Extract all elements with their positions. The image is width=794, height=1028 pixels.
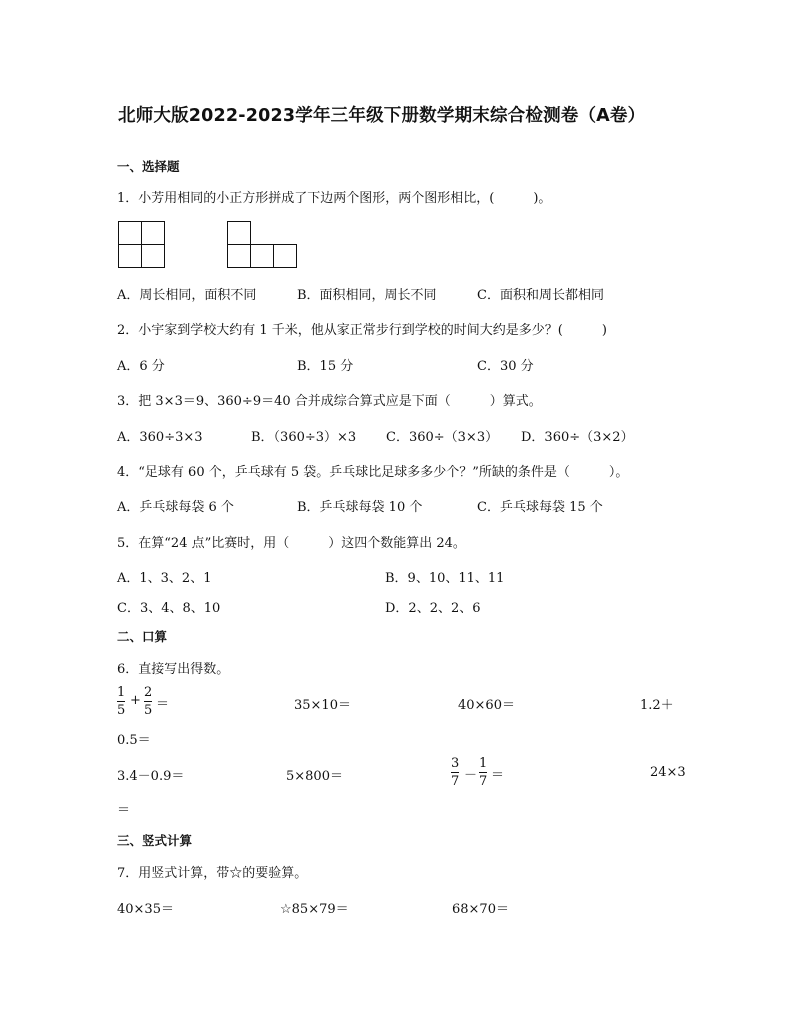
expression-68x70: 68×70＝ xyxy=(452,902,509,917)
question-7-stem: 7．用竖式计算，带☆的要验算。 xyxy=(117,866,308,881)
question-5-option-a[interactable]: A．1、3、2、1 xyxy=(117,571,212,586)
question-3-option-b[interactable]: B．（360÷3）×3 xyxy=(251,430,357,445)
question-6-stem: 6．直接写出得数。 xyxy=(117,662,230,677)
question-2-stem: 2．小宇家到学校大约有 1 千米，他从家正常步行到学校的时间大约是多少？( ) xyxy=(117,323,607,338)
expression-85x79-starred: ☆85×79＝ xyxy=(280,902,349,917)
expression-40x60: 40×60＝ xyxy=(458,698,515,713)
question-1-option-b[interactable]: B．面积相同，周长不同 xyxy=(297,288,437,303)
question-3-stem: 3．把 3×3＝9、360÷9＝40 合并成综合算式应是下面（ ）算式。 xyxy=(117,394,542,409)
question-2-option-b[interactable]: B．15 分 xyxy=(297,359,354,374)
question-1-stem: 1．小芳用相同的小正方形拼成了下边两个图形，两个图形相比，( )。 xyxy=(117,191,552,206)
question-3-option-a[interactable]: A．360÷3×3 xyxy=(117,430,203,445)
section-heading-choice: 一、选择题 xyxy=(117,159,180,174)
question-4-option-b[interactable]: B．乒乓球每袋 10 个 xyxy=(297,500,423,515)
question-5-stem: 5．在算“24 点”比赛时，用（ ）这四个数能算出 24。 xyxy=(117,536,466,551)
expression-0-5-eq: 0.5＝ xyxy=(117,733,151,748)
question-1-option-a[interactable]: A．周长相同，面积不同 xyxy=(117,288,257,303)
section-heading-mental-math: 二、口算 xyxy=(117,629,168,644)
question-2-option-a[interactable]: A．6 分 xyxy=(117,359,165,374)
expression-24x3-eq: ＝ xyxy=(117,803,131,818)
expression-3-4-minus-0-9: 3.4－0.9＝ xyxy=(117,769,185,784)
expression-35x10: 35×10＝ xyxy=(294,698,351,713)
expression-1-2-plus: 1.2＋ xyxy=(640,698,674,713)
question-4-option-a[interactable]: A．乒乓球每袋 6 个 xyxy=(117,500,234,515)
question-2-option-c[interactable]: C．30 分 xyxy=(477,359,534,374)
question-5-option-b[interactable]: B．9、10、11、11 xyxy=(385,571,505,586)
question-1-option-c[interactable]: C．面积和周长都相同 xyxy=(477,288,604,303)
expression-40x35: 40×35＝ xyxy=(117,902,174,917)
question-4-option-c[interactable]: C．乒乓球每袋 15 个 xyxy=(477,500,603,515)
question-5-option-c[interactable]: C．3、4、8、10 xyxy=(117,601,221,616)
page-title: 北师大版2022-2023学年三年级下册数学期末综合检测卷（A卷） xyxy=(118,106,646,126)
question-4-stem: 4．“足球有 60 个，乒乓球有 5 袋。乒乓球比足球多多少个？”所缺的条件是（ ）。 xyxy=(117,465,629,480)
question-3-option-c[interactable]: C．360÷（3×3） xyxy=(386,430,499,445)
question-5-option-d[interactable]: D．2、2、2、6 xyxy=(385,601,481,616)
expression-24x3: 24×3 xyxy=(650,765,686,780)
section-heading-vertical-calc: 三、竖式计算 xyxy=(117,833,193,848)
expression-5x800: 5×800＝ xyxy=(286,769,343,784)
question-3-option-d[interactable]: D．360÷（3×2） xyxy=(521,430,634,445)
